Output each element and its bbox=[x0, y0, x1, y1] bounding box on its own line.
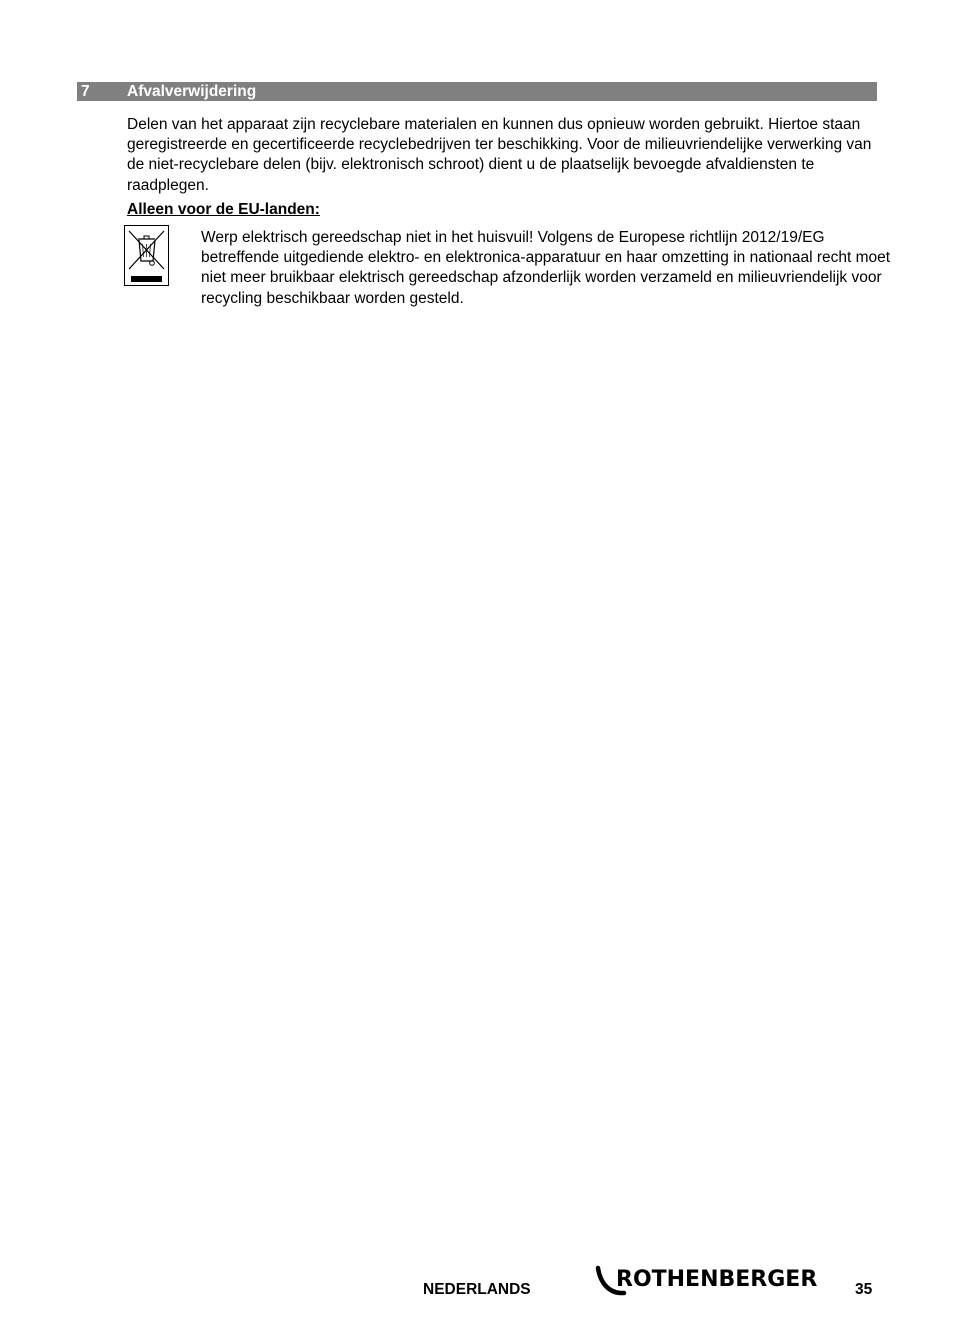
footer-language: NEDERLANDS bbox=[423, 1281, 531, 1298]
crossed-out-wheelie-bin-icon bbox=[124, 225, 169, 286]
page-number: 35 bbox=[855, 1281, 873, 1298]
eu-disposal-text: Werp elektrisch gereedschap niet in het huisvuil! Volgens de Europese richtlijn 2012/19/EG betreffende uitgediende elektro- en elektronica-apparatuur en haar omzetting in nationaal recht moet niet meer bruikbaar elektrisch gereedschap afzonderlijk worden verzameld en milieuvriendelijk voor recycling beschikbaar worden gesteld. bbox=[201, 229, 891, 307]
rothenberger-logo bbox=[594, 1262, 834, 1305]
eu-heading: Alleen voor de EU-landen: bbox=[127, 201, 320, 218]
intro-paragraph: Delen van het apparaat zijn recyclebare materialen en kunnen dus opnieuw worden gebruikt. Hiertoe staan geregistreerde en gecertificeerde recyclebedrijven ter beschikking. Voor de milieuvriendelijke verwerking van de niet-recyclebare delen (bijv. elektronisch schroot) dient u de plaatselijk bevoegde afvaldiensten te raadplegen. bbox=[127, 116, 872, 194]
section-title: Afvalverwijdering bbox=[127, 83, 257, 100]
section-number: 7 bbox=[81, 83, 90, 100]
section-header bbox=[77, 82, 877, 101]
brand-name: ROTHENBERGER bbox=[616, 1267, 818, 1292]
